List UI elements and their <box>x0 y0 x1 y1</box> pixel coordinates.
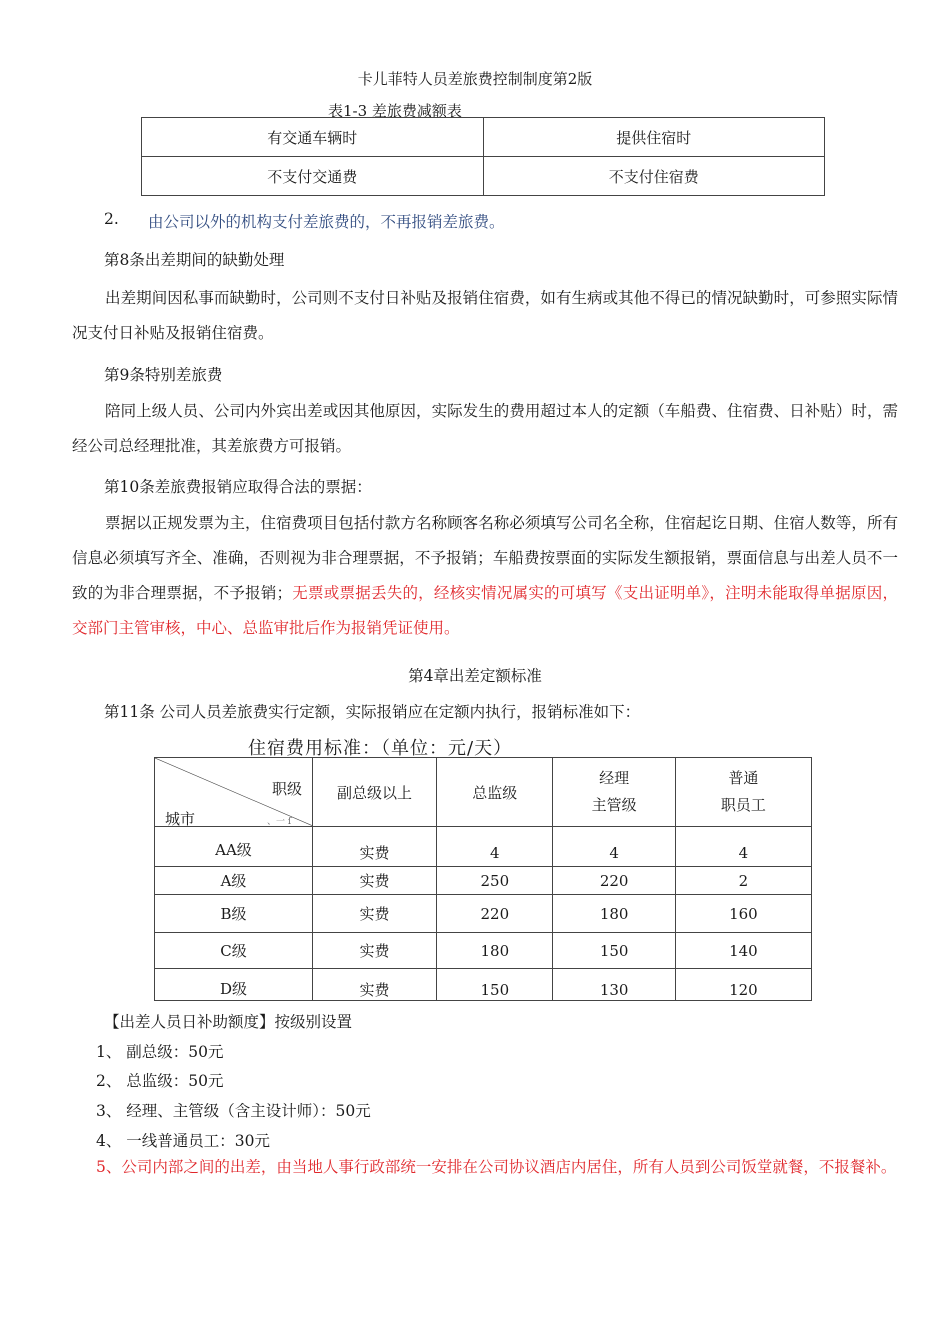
table-row <box>142 157 825 196</box>
rate-cell: 220 <box>553 867 675 895</box>
col-header-staff <box>675 758 811 827</box>
allowance-heading: 【出差人员日补助额度】按级别设置 <box>104 1013 353 1031</box>
rate-cell: 120 <box>675 969 811 1001</box>
col-header-manager <box>553 758 675 827</box>
article-10-text: 票据以正规发票为主，住宿费项目包括付款方名称顾客名称必须填写公司名全称，住宿起讫日期、住宿人数等，所有信息必须填写齐全、准确，否则视为非合理票据，不予报销；车船费按票面的实际发生额报销，票面信息与出差人员不一致的为非合理票据，不予报销； <box>72 514 898 602</box>
table-row <box>155 827 812 867</box>
corner-label-city: 城市 <box>165 810 196 828</box>
city-cell: B级 <box>155 895 313 933</box>
corner-label-grade: 职级 <box>271 780 302 798</box>
rate-cell: 130 <box>553 969 675 1001</box>
article-8-text: 出差期间因私事而缺勤时，公司则不支付日补贴及报销住宿费，如有生病或其他不得已的情况缺勤时，可参照实际情况支付日补贴及报销住宿费。 <box>72 289 898 342</box>
table-cell: 不支付住宿费 <box>483 157 825 196</box>
article-9-text: 陪同上级人员、公司内外宾出差或因其他原因，实际发生的费用超过本人的定额（车船费、住宿费、日补贴）时，需经公司总经理批准，其差旅费方可报销。 <box>72 402 898 455</box>
table-caption: 表1-3 差旅费减额表 <box>328 102 462 120</box>
rate-cell: 2 <box>675 867 811 895</box>
article-8-heading: 第8条出差期间的缺勤处理 <box>104 251 285 269</box>
article-10-body <box>72 506 898 646</box>
rate-cell: 实费 <box>312 933 436 969</box>
rate-cell: 150 <box>553 933 675 969</box>
rate-cell: 150 <box>437 969 553 1001</box>
article-9-body <box>72 394 898 464</box>
col-header-staff-line2: 职员工 <box>720 796 766 814</box>
rate-cell: 4 <box>437 827 553 867</box>
rate-cell: 实费 <box>312 827 436 867</box>
table-cell: 不支付交通费 <box>142 157 484 196</box>
rate-cell: 4 <box>553 827 675 867</box>
rate-cell: 140 <box>675 933 811 969</box>
col-header-manager-line2: 主管级 <box>591 796 637 814</box>
allowance-item: 4、 一线普通员工：30元 <box>96 1132 271 1150</box>
table-row <box>155 867 812 895</box>
city-cell: C级 <box>155 933 313 969</box>
article-11-text: 第11条 公司人员差旅费实行定额，实际报销应在定额内执行，报销标准如下： <box>104 703 641 721</box>
document-title: 卡儿菲特人员差旅费控制制度第2版 <box>357 70 593 88</box>
reduction-table <box>141 117 825 196</box>
allowance-item: 3、 经理、主管级（含主设计师）：50元 <box>96 1102 371 1120</box>
rate-cell: 实费 <box>312 969 436 1001</box>
table-header-row <box>155 758 812 827</box>
item-2-text: 由公司以外的机构支付差旅费的，不再报销差旅费。 <box>148 213 505 231</box>
allowance-item-5: 5、公司内部之间的出差，由当地人事行政部统一安排在公司协议酒店内居住，所有人员到公司饭堂就餐，不报餐补。 <box>96 1158 897 1176</box>
corner-cell <box>155 758 313 827</box>
lodging-title: 住宿费用标准：（单位：元/天） <box>248 738 513 759</box>
allowance-item: 2、 总监级：50元 <box>96 1072 224 1090</box>
table-row <box>155 895 812 933</box>
rate-cell: 实费 <box>312 867 436 895</box>
rate-cell: 160 <box>675 895 811 933</box>
table-cell: 有交通车辆时 <box>142 118 484 157</box>
city-cell: A级 <box>155 867 313 895</box>
item-2-number: 2. <box>104 210 119 228</box>
city-cell: D级 <box>155 969 313 1001</box>
article-10-heading: 第10条差旅费报销应取得合法的票据： <box>104 478 372 496</box>
table-cell: 提供住宿时 <box>483 118 825 157</box>
col-header-director: 总监级 <box>437 758 553 827</box>
lodging-table <box>154 757 812 1001</box>
rate-cell: 180 <box>437 933 553 969</box>
table-row <box>142 118 825 157</box>
col-header-vp: 副总级以上 <box>312 758 436 827</box>
rate-cell: 实费 <box>312 895 436 933</box>
corner-mark: 、一 ſ <box>267 817 292 827</box>
rate-cell: 4 <box>675 827 811 867</box>
article-10-red-text: 无票或票据丢失的，经核实情况属实的可填写《支出证明单》，注明未能取得单据原因，交部门主管审核，中心、总监审批后作为报销凭证使用。 <box>72 584 898 637</box>
table-row <box>155 969 812 1001</box>
city-cell: AA级 <box>155 827 313 867</box>
rate-cell: 220 <box>437 895 553 933</box>
rate-cell: 250 <box>437 867 553 895</box>
col-header-staff-line1: 普通 <box>728 769 759 787</box>
chapter-4-title: 第4章出差定额标准 <box>408 667 542 685</box>
article-9-heading: 第9条特别差旅费 <box>104 366 223 384</box>
col-header-manager-line1: 经理 <box>599 769 630 787</box>
rate-cell: 180 <box>553 895 675 933</box>
allowance-item: 1、 副总级：50元 <box>96 1043 224 1061</box>
article-8-body <box>72 281 898 351</box>
table-row <box>155 933 812 969</box>
